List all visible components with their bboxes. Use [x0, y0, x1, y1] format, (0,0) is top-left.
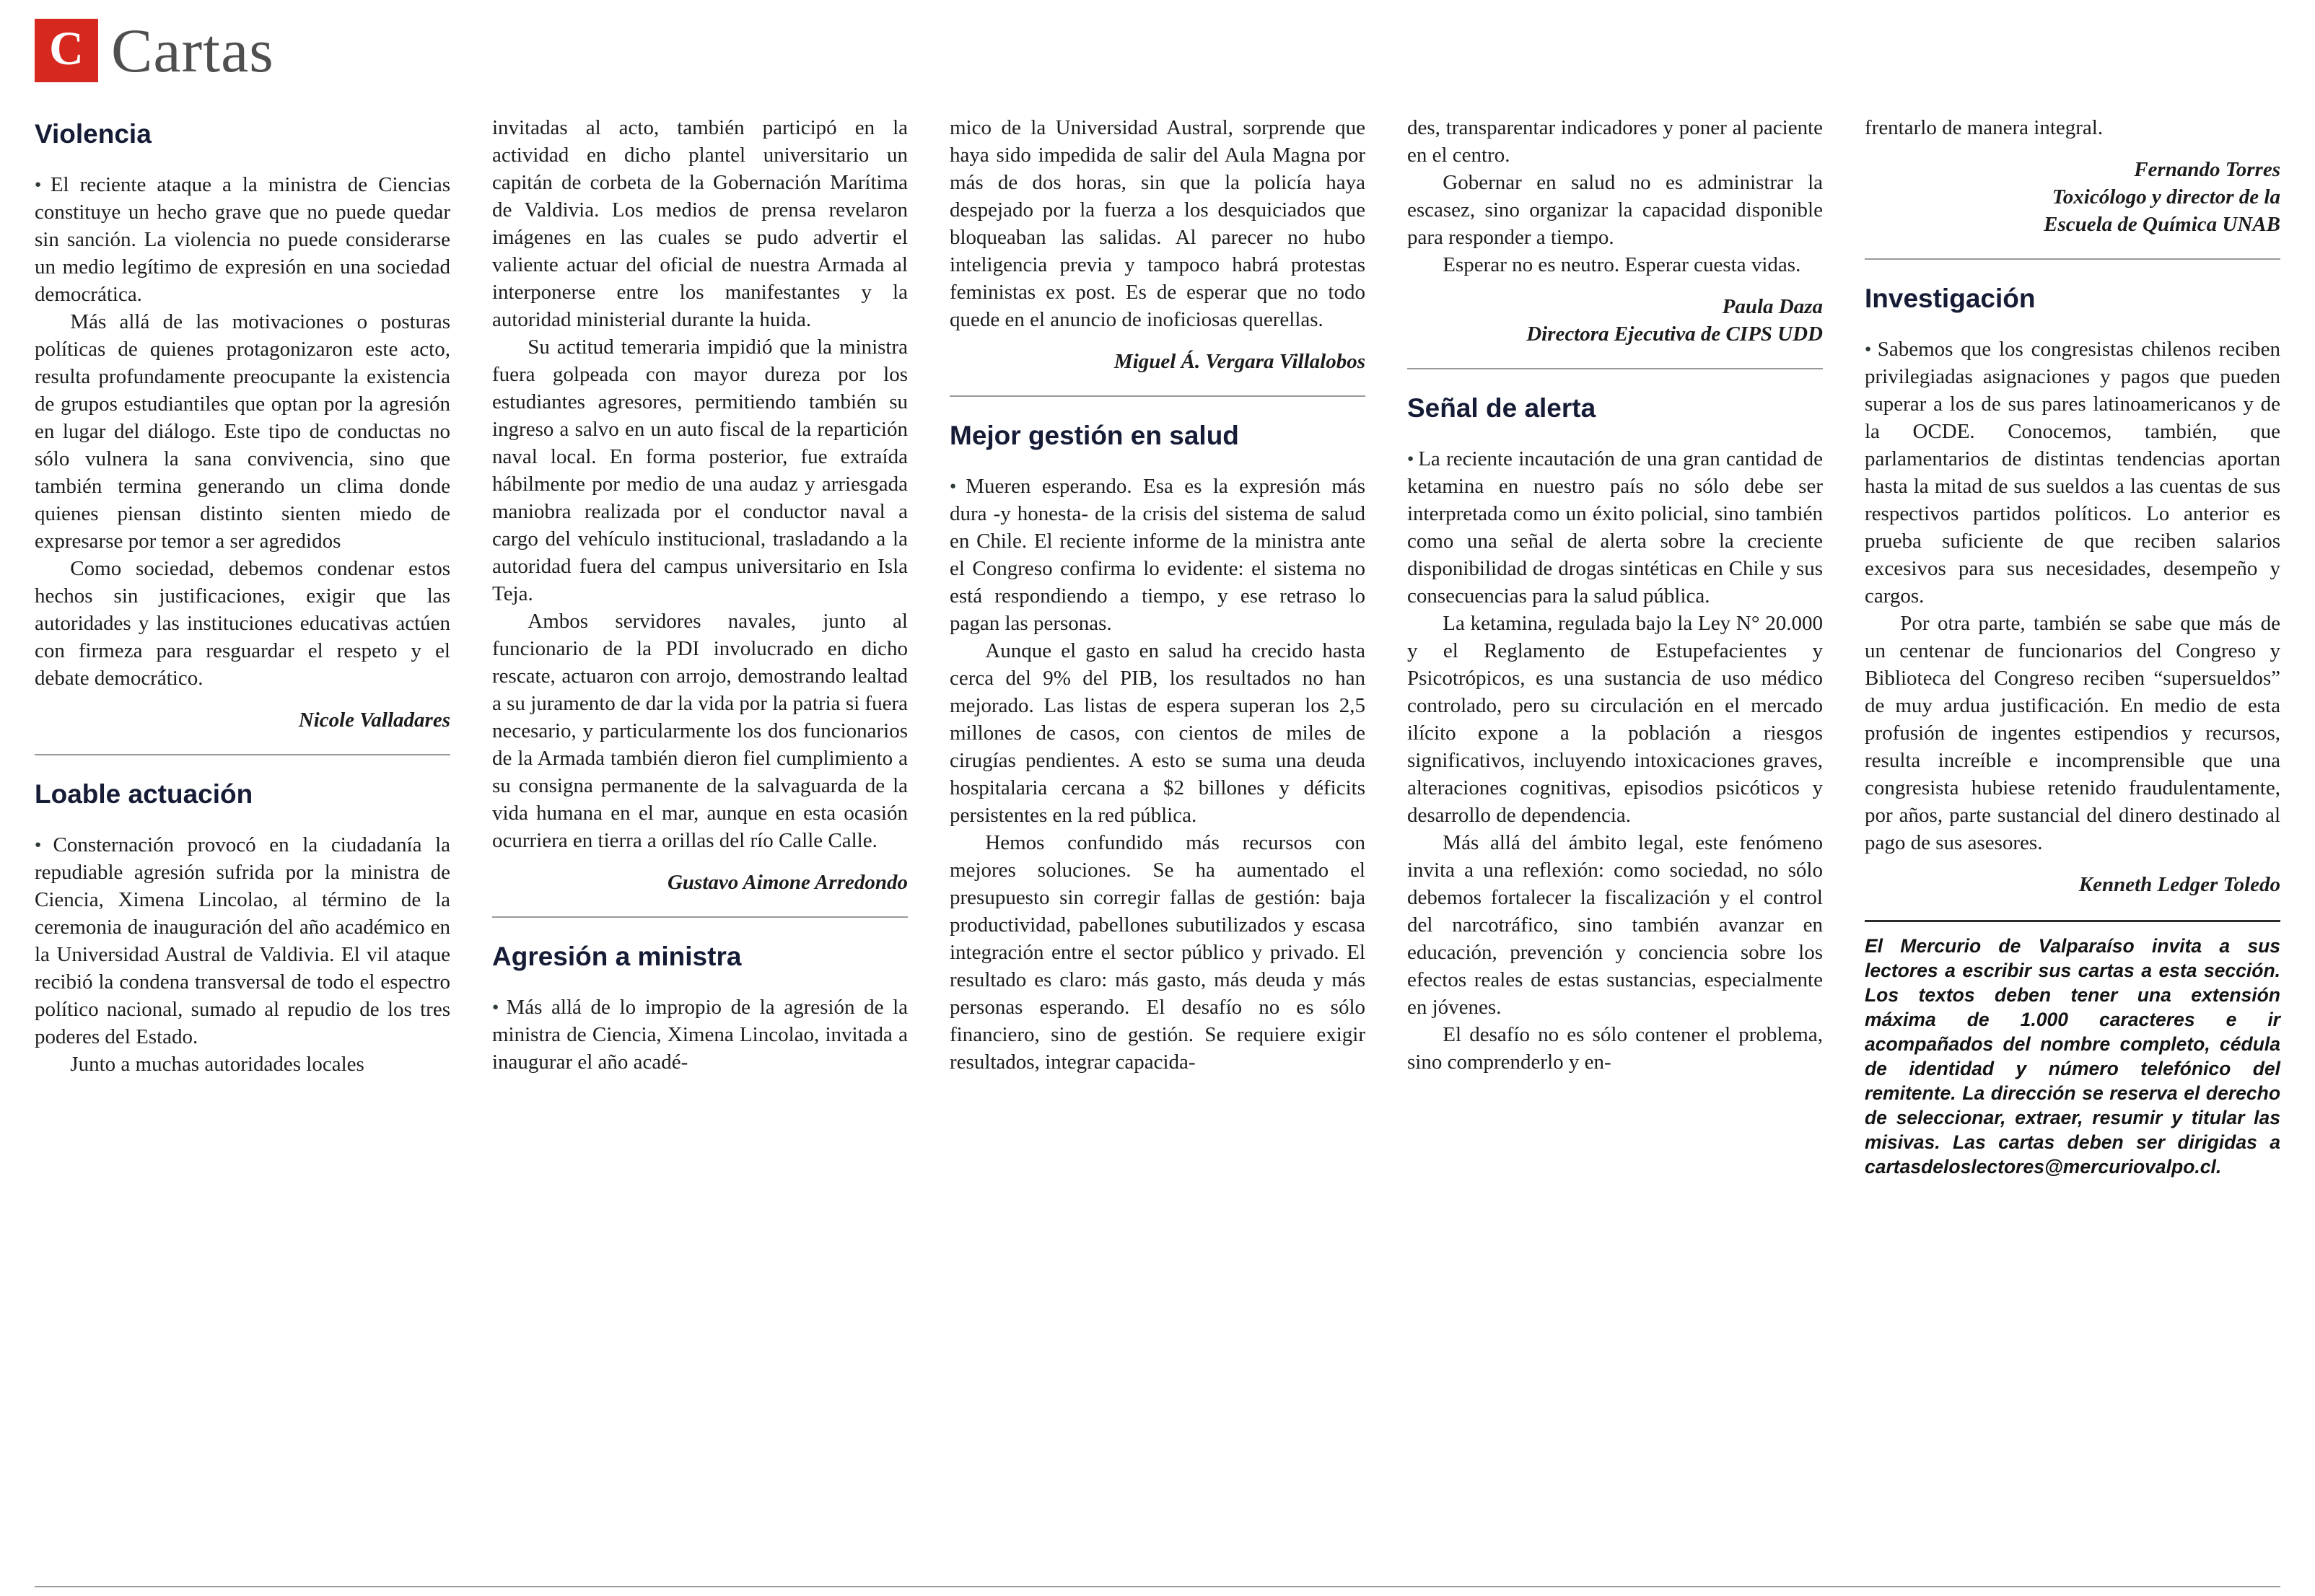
- bullet-icon: ●: [35, 179, 47, 191]
- bullet-icon: ●: [1865, 343, 1874, 356]
- signature-line: Paula Daza: [1722, 295, 1823, 318]
- signature-line: Toxicólogo y director de la: [2052, 185, 2280, 209]
- letter-divider: [1407, 368, 1823, 369]
- column-1: [35, 114, 450, 1179]
- letter-paragraph: Hemos confundido más recursos con mejores soluciones. Se ha aumentado el presupuesto sin corregir fallas de gestión: baja productividad, pabellones subutilizados y escasa integración entre el sector público y privado. El resultado es claro: más gasto, más deuda y más personas esperando. El desafío no es sólo financiero, sino de gestión. Se requiere exigir resultados, integrar capacida-: [950, 831, 1365, 1074]
- bullet-icon: ●: [35, 839, 50, 851]
- bullet-icon: ●: [492, 1001, 503, 1014]
- letter-paragraph: Gobernar en salud no es administrar la escasez, sino organizar la capacidad disponible para responder a tiempo.: [1407, 171, 1823, 249]
- letter-paragraph: Esperar no es neutro. Esperar cuesta vidas.: [1443, 253, 1801, 276]
- letter-paragraph: frentarlo de manera integral.: [1865, 116, 2104, 139]
- signature-line: Nicole Valladares: [298, 709, 450, 732]
- letter-divider: [35, 754, 450, 755]
- column-4: [1407, 114, 1823, 1179]
- letter-paragraph: Más allá del ámbito legal, este fenómeno invita a una reflexión: como sociedad, no sólo debemos fortalecer la fiscalización y el control del narcotráfico, sino también avanzar en educación, prevención y conciencia sobre los efectos reales de estas sustancias, especialmente en jóvenes.: [1407, 831, 1823, 1020]
- letter-divider: [950, 395, 1365, 397]
- signature: [492, 869, 908, 896]
- signature: [1865, 156, 2280, 238]
- letter-paragraph: Más allá de las motivaciones o posturas políticas de quienes protagonizaron este acto, resulta profundamente preocupante la existencia de grupos estudiantiles que optan por la agresión en lugar del diálogo. Este tipo de conductas no sólo vulnera la sana convivencia, sino que también termina generando un clima donde quienes piensan distinto sienten miedo de expresarse por temor a ser agredidos: [35, 310, 450, 553]
- letter-paragraph: des, transparentar indicadores y poner al paciente en el centro.: [1407, 116, 1823, 167]
- column-3: [950, 114, 1365, 1179]
- signature-line: Directora Ejecutiva de CIPS UDD: [1526, 323, 1823, 346]
- signature-line: Gustavo Aimone Arredondo: [667, 871, 908, 894]
- letter-heading: Mejor gestión en salud: [950, 421, 1239, 450]
- letter-heading: Agresión a ministra: [492, 942, 742, 971]
- letter-paragraph: invitadas al acto, también participó en la actividad en dicho plantel universitario un capitán de corbeta de la Gobernación Marítima de Valdivia. Los medios de prensa revelaron imágenes en las cuales se pudo advertir el valiente actuar del oficial de nuestra Armada al interponerse entre los manifestantes y la autoridad ministerial durante la huida.: [492, 116, 908, 331]
- letter-divider: [492, 916, 908, 918]
- letter-paragraph: ● Sabemos que los congresistas chilenos reciben privilegiadas asignaciones y pagos que pueden superar a los de sus pares latinoamericanos y de la OCDE. Conocemos, también, que parlamentarios de distintas tendencias aportan hasta la mitad de sus sueldos a las cuentas de sus respectivos partidos políticos. Lo anterior es prueba suficiente de que reciben salarios excesivos para sus necesidades, desempeño y cargos.: [1865, 337, 2281, 608]
- signature: [1407, 293, 1823, 348]
- signature: [950, 348, 1365, 375]
- letter-paragraph: ● El reciente ataque a la ministra de Ciencias constituye un hecho grave que no puede quedar sin sanción. La violencia no puede considerarse un medio legítimo de expresión en una sociedad democrática.: [35, 172, 450, 307]
- letter-paragraph: ● La reciente incautación de una gran cantidad de ketamina en nuestro país no sólo debe ser interpretada como un éxito policial, sino también como una señal de alerta sobre la creciente disponibilidad de drogas sintéticas en Chile y sus consecuencias para la salud pública.: [1407, 447, 1823, 608]
- letter-paragraph: Como sociedad, debemos condenar estos hechos sin justificaciones, exigir que las autoridades y las instituciones educativas actúen con firmeza para resguardar el respeto y el debate democrático.: [35, 557, 450, 690]
- signature: [1865, 871, 2280, 898]
- letter-heading: Señal de alerta: [1407, 393, 1596, 423]
- letter-heading: Investigación: [1865, 284, 2036, 313]
- letter-divider: [1865, 258, 2280, 260]
- editor-notice: El Mercurio de Valparaíso invita a sus lectores a escribir sus cartas a esta sección. Los textos deben tener una extensión máxima de 1.000 caracteres e ir acompañados del nombre completo, cédula de identidad y número telefónico del remitente. La dirección se reserva el derecho de seleccionar, extraer, resumir y titular las misivas. Las cartas deben ser dirigidas a cartasdeloslectores@mercuriovalpo.cl.: [1865, 920, 2280, 1179]
- letter-paragraph: ● Consternación provocó en la ciudadanía la repudiable agresión sufrida por la ministra de Ciencia, Ximena Lincolao, al término de la ceremonia de inauguración del año académico en la Universidad Austral de Valdivia. El vil ataque recibió la condena transversal de todo el espectro político nacional, sumado al repudio de los tres poderes del Estado.: [35, 833, 451, 1049]
- letter-paragraph: mico de la Universidad Austral, sorprende que haya sido impedida de salir del Aula Magna por más de dos horas, sin que la policía haya despejado por la fuerza a los desquiciados que bloqueaban las salidas. Al parecer no hubo inteligencia previa y tampoco habrá protestas feministas ex post. Es de esperar que no todo quede en el anuncio de inoficiosas querellas.: [950, 116, 1365, 331]
- letter-paragraph: Su actitud temeraria impidió que la ministra fuera golpeada con mayor dureza por los estudiantes agresores, permitiendo también su ingreso a salvo en un auto fiscal de la repartición naval local. En forma posterior, fue extraída hábilmente por medio de una audaz y arriesgada maniobra realizada por el conductor naval a cargo del vehículo institucional, trasladando a la autoridad fuera del campus universitario en Isla Teja.: [492, 336, 908, 605]
- signature-line: Miguel Á. Vergara Villalobos: [1113, 350, 1365, 373]
- letter-paragraph: La ketamina, regulada bajo la Ley N° 20.000 y el Reglamento de Estupefacientes y Psicotrópicos, es una sustancia de uso médico controlado, pero su circulación en el mercado ilícito expone a la población a riesgos significativos, incluyendo intoxicaciones graves, alteraciones cognitivas, episodios psicóticos y desarrollo de dependencia.: [1407, 612, 1823, 828]
- letter-paragraph: Por otra parte, también se sabe que más de un centenar de funcionarios del Congreso y Biblioteca del Congreso reciben “supersueldos” de muy ardua justificación. En medio de esta profusión de ingentes estipendios y recursos, resulta increíble e incomprensible que una congresista hubiese retenido fraudulentamente, por años, parte sustancial del dinero destinado al pago de sus asesores.: [1865, 612, 2280, 855]
- signature: [35, 706, 450, 734]
- letter-paragraph: Junto a muchas autoridades locales: [70, 1053, 364, 1077]
- column-5: [1865, 114, 2280, 1179]
- section-logo: [35, 19, 98, 82]
- letter-paragraph: Aunque el gasto en salud ha crecido hasta cerca del 9% del PIB, los resultados no han mejorado. Las listas de espera superan los 2,5 millones de casos, con cientos de miles de cirugías pendientes. A esto se suma una deuda hospitalaria cercana a $2 billones y déficits persistentes en la red pública.: [950, 639, 1365, 828]
- signature-line: Kenneth Ledger Toledo: [2078, 873, 2280, 897]
- letter-columns: [35, 114, 2280, 1179]
- bullet-icon: ●: [950, 481, 963, 493]
- letter-paragraph: El desafío no es sólo contener el problema, sino comprenderlo y en-: [1407, 1023, 1823, 1074]
- letter-heading: Loable actuación: [35, 779, 253, 810]
- letter-paragraph: Ambos servidores navales, junto al funcionario de la PDI involucrado en dicho rescate, actuaron con arrojo, demostrando lealtad a su juramento de dar la vida por la patria si fuera necesario, y particularmente los dos funcionarios de la Armada también dieron fiel cumplimiento a su consigna permanente de la salvaguarda de la vida humana en el mar, aunque en esta ocasión ocurriera en tierra a orillas del río Calle Calle.: [492, 610, 908, 852]
- logo-letter: C: [49, 22, 84, 75]
- bullet-icon: ●: [1407, 453, 1415, 465]
- signature-line: Escuela de Química UNAB: [2044, 213, 2280, 236]
- section-title: Cartas: [111, 16, 274, 85]
- page-bottom-rule: [35, 1586, 2280, 1587]
- letter-heading: Violencia: [35, 119, 152, 149]
- letter-paragraph: ● Más allá de lo impropio de la agresión de la ministra de Ciencia, Ximena Lincolao, invitada a inaugurar el año acadé-: [492, 995, 908, 1074]
- letter-paragraph: ● Mueren esperando. Esa es la expresión más dura -y honesta- de la crisis del sistema de salud en Chile. El reciente informe de la ministra ante el Congreso confirma lo evidente: el sistema no está respondiendo a tiempo, y ese retraso lo pagan las personas.: [950, 474, 1365, 636]
- signature-line: Fernando Torres: [2134, 158, 2280, 181]
- column-2: [492, 114, 908, 1179]
- section-header: [35, 16, 2280, 85]
